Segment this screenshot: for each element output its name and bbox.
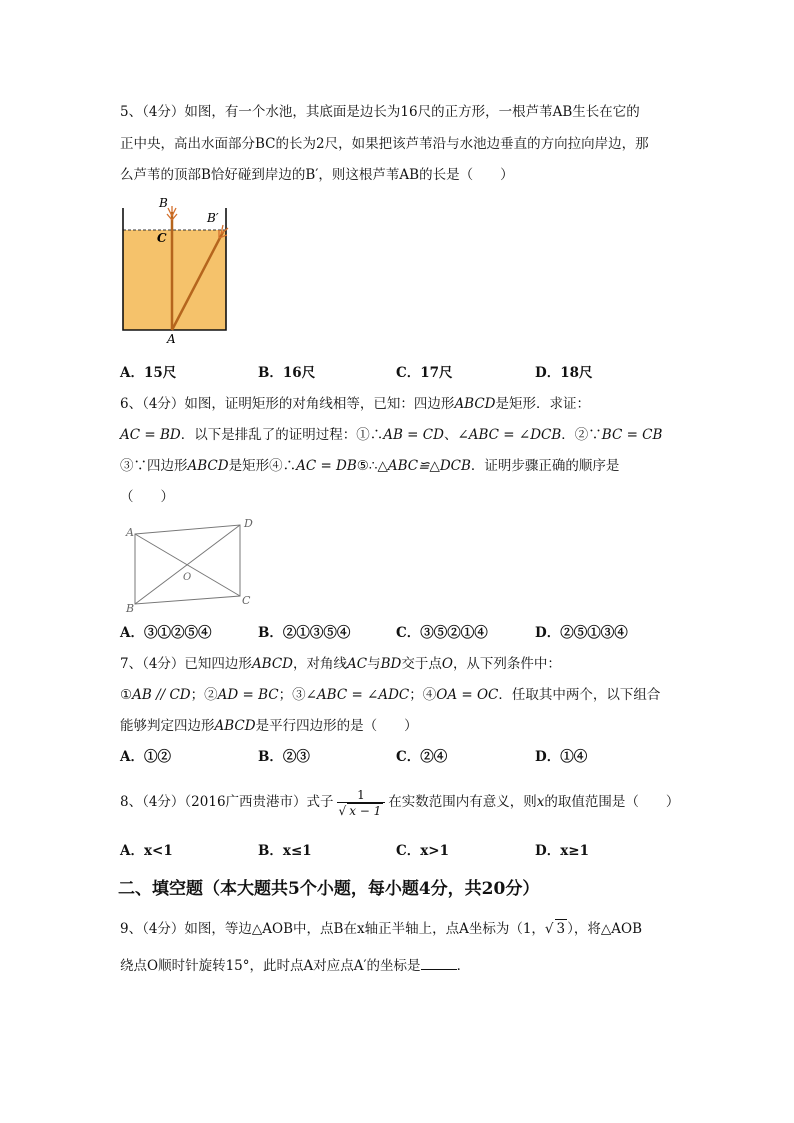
q5-option-a[interactable]: A．15尺 (120, 365, 177, 381)
q6-label-c: C (242, 594, 251, 607)
q6-option-d[interactable]: D．②⑤①③④ (535, 625, 628, 641)
q6-option-b[interactable]: B．②①③⑤④ (258, 625, 351, 641)
q6-option-c[interactable]: C．③⑤②①④ (396, 625, 488, 641)
q9-line-2: 绕点O顺时针旋转15°，此时点A对应点A′的坐标是 ． (120, 958, 471, 974)
q5-line-2: 正中央，高出水面部分BC的长为2尺，如果把该芦苇沿与水池边垂直的方向拉向岸边，那 (120, 136, 649, 152)
q6-label-o: O (183, 572, 192, 583)
q5-label-c: C (157, 231, 167, 245)
q7-option-c[interactable]: C．②④ (396, 749, 448, 765)
q8-option-b[interactable]: B．x≤1 (258, 843, 312, 859)
q5-pool-figure (115, 194, 235, 344)
q6-line-2: AC = BD．以下是排乱了的证明过程：①∴AB = CD、∠ABC = ∠DCB．②∵BC = CB (120, 427, 663, 443)
q6-line-1: 6、（4分）如图，证明矩形的对角线相等，已知：四边形ABCD是矩形．求证： (120, 396, 591, 412)
q7-option-d[interactable]: D．①④ (535, 749, 588, 765)
q5-option-d[interactable]: D．18尺 (535, 365, 593, 381)
q6-label-a: A (126, 526, 134, 539)
q6-label-d: D (244, 517, 253, 530)
q8-fraction: $\frac{1}{√ x - 1}$ (337, 788, 386, 818)
q6-label-b: B (126, 602, 135, 615)
q7-option-a[interactable]: A．①② (120, 749, 171, 765)
q5-label-b-prime: B′ (207, 211, 219, 225)
q6-option-a[interactable]: A．③①②⑤④ (120, 625, 212, 641)
q5-label-a: A (167, 332, 176, 344)
section-heading-fill-in: 二、填空题（本大题共5个小题，每小题4分，共20分） (118, 879, 540, 899)
q5-option-c[interactable]: C．17尺 (396, 365, 453, 381)
q7-option-b[interactable]: B．②③ (258, 749, 310, 765)
q6-rectangle-figure (118, 512, 268, 616)
q8-option-d[interactable]: D．x≥1 (535, 843, 589, 859)
q8-line: 8、（4分）（2016广西贵港市）式子 $\frac{1}{√ x - 1}$ 在实数范围内有意义，则x的取值范围是（ ） (120, 787, 680, 818)
q5-line-1: 5、（4分）如图，有一个水池，其底面是边长为16尺的正方形，一根芦苇AB生长在它的 (120, 104, 640, 120)
q8-option-c[interactable]: C．x>1 (396, 843, 449, 859)
q5-water (123, 230, 226, 330)
q6-line-4: （ ） (120, 489, 174, 505)
q9-line-1: 9、（4分）如图，等边△AOB中，点B在x轴正半轴上，点A坐标为（1，√ 3 ），将△AOB (120, 921, 642, 937)
q5-label-b: B (159, 196, 168, 210)
q7-line-3: 能够判定四边形ABCD是平行四边形的是（ ） (120, 718, 418, 734)
q6-line-3: ③∵四边形ABCD是矩形④∴AC = DB⑤∴△ABC≌△DCB．证明步骤正确的顺序是 (120, 458, 620, 474)
q5-option-b[interactable]: B．16尺 (258, 365, 316, 381)
q5-line-3: 么芦苇的顶部B恰好碰到岸边的B′，则这根芦苇AB的长是（ ） (120, 167, 514, 183)
q9-answer-blank[interactable] (421, 957, 457, 970)
q8-option-a[interactable]: A．x<1 (120, 843, 173, 859)
q7-line-1: 7、（4分）已知四边形ABCD，对角线AC与BD交于点O，从下列条件中： (120, 656, 561, 672)
q7-line-2: ①AB // CD；②AD = BC；③∠ABC = ∠ADC；④OA = OC．任取其中两个，以下组合 (120, 687, 661, 703)
